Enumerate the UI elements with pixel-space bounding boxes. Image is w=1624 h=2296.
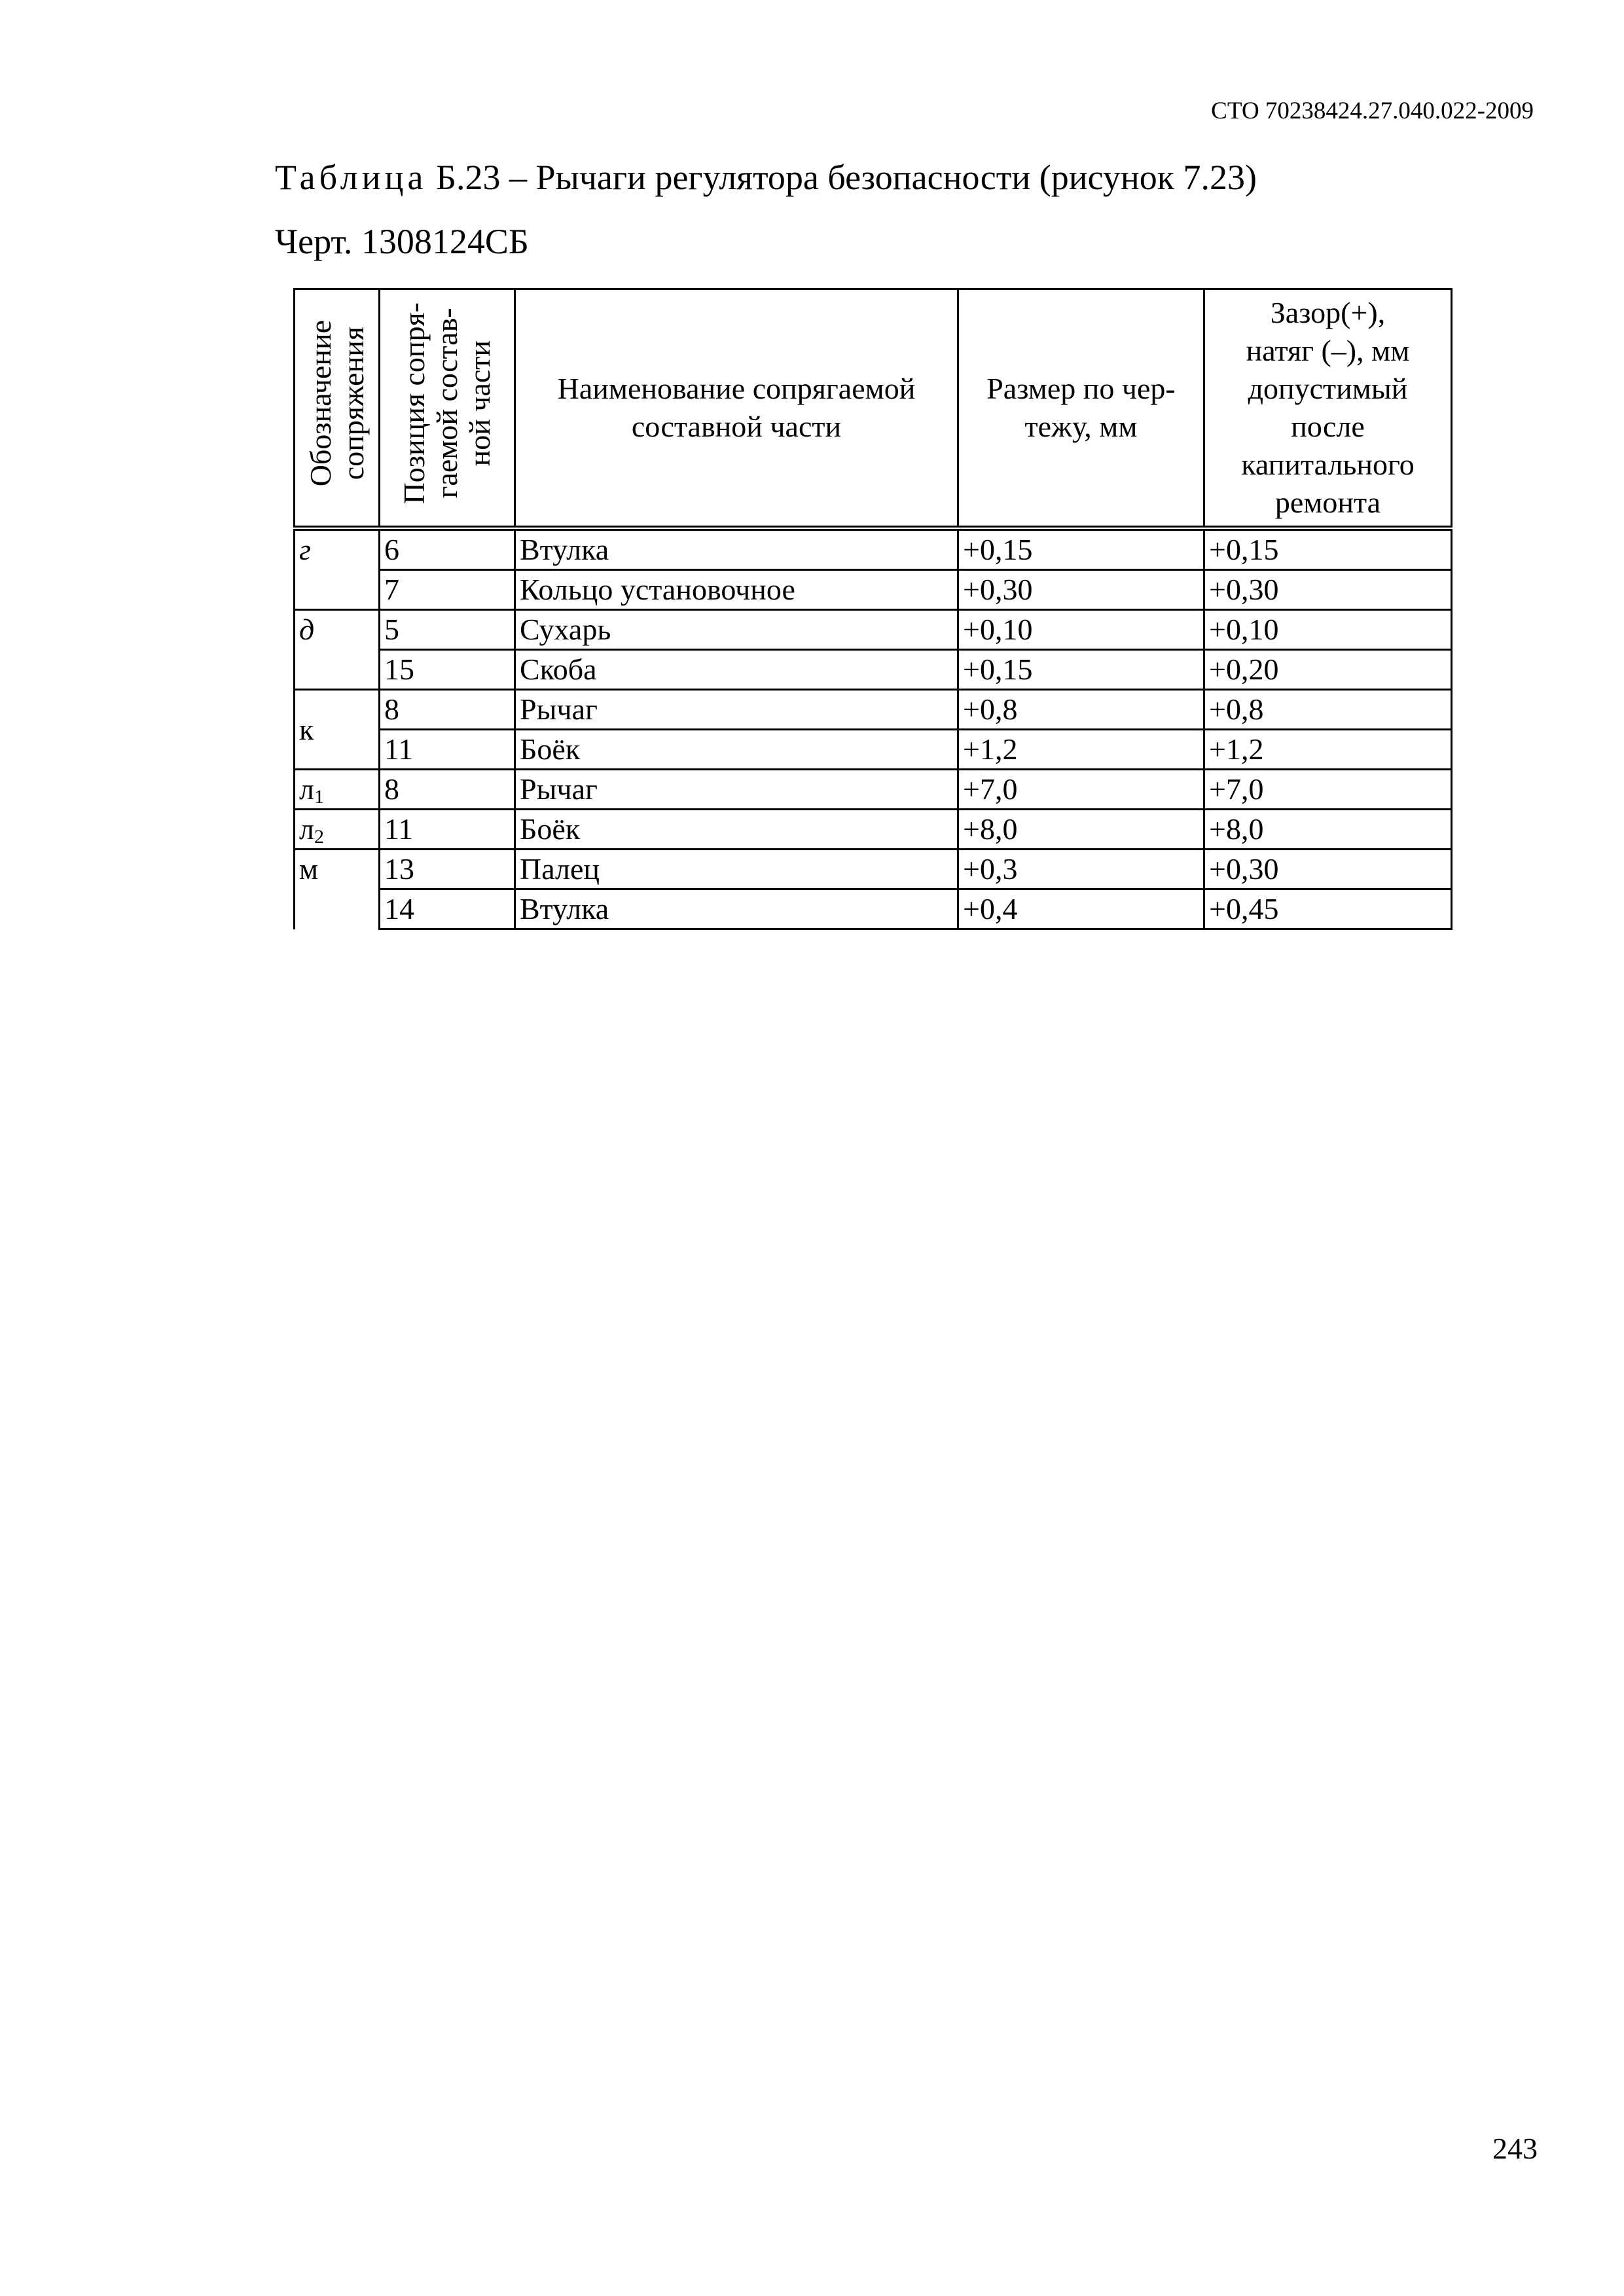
cell-part-name: Рычаг xyxy=(515,690,958,730)
cell-drawing-size: +0,15 xyxy=(958,650,1204,690)
cell-part-name: Рычаг xyxy=(515,770,958,810)
table-group-l xyxy=(295,770,1452,850)
cell-allowed: +1,2 xyxy=(1204,730,1452,770)
header-position-line: гаемой состав- xyxy=(430,308,463,499)
cell-designation: $л_1$ xyxy=(295,770,380,810)
cell-position: 8 xyxy=(380,690,515,730)
header-designation-line: сопряжения xyxy=(336,326,370,480)
cell-part-name: Втулка xyxy=(515,528,958,570)
cell-part-name: Втулка xyxy=(515,889,958,929)
table-row xyxy=(295,690,1452,730)
cell-position: 15 xyxy=(380,650,515,690)
cell-drawing-size: +0,10 xyxy=(958,610,1204,650)
header-drawing-size-line: Размер по чер- xyxy=(986,372,1176,405)
cell-designation: г xyxy=(295,528,380,610)
header-allowed-clearance xyxy=(1204,289,1452,529)
table-group-k xyxy=(295,690,1452,770)
table-title-text: Б.23 – Рычаги регулятора безопасности (рисунок 7.23) xyxy=(435,158,1257,197)
cell-drawing-size: +0,15 xyxy=(958,528,1204,570)
cell-allowed: +0,20 xyxy=(1204,650,1452,690)
cell-position: 11 xyxy=(380,810,515,850)
cell-position: 11 xyxy=(380,730,515,770)
cell-part-name: Палец xyxy=(515,850,958,889)
cell-allowed: +0,30 xyxy=(1204,850,1452,889)
header-allowed-line: Зазор(+), xyxy=(1270,296,1386,329)
header-designation xyxy=(295,289,380,529)
header-designation-line: Обозначение xyxy=(303,319,337,487)
header-allowed-line: после xyxy=(1291,410,1365,443)
table-group-d xyxy=(295,610,1452,690)
table-title-label: Таблица xyxy=(275,158,427,197)
drawing-reference: Черт. 1308124СБ xyxy=(275,222,529,261)
cell-allowed: +0,15 xyxy=(1204,528,1452,570)
header-allowed-line: капитального xyxy=(1241,448,1415,481)
cell-position: 14 xyxy=(380,889,515,929)
header-part-name-line: Наименование сопрягаемой xyxy=(557,372,916,405)
header-drawing-size xyxy=(958,289,1204,529)
table-row xyxy=(295,850,1452,889)
header-drawing-size-line: тежу, мм xyxy=(1024,410,1138,443)
cell-designation: к xyxy=(295,690,380,770)
table-group-g xyxy=(295,528,1452,610)
cell-part-name: Сухарь xyxy=(515,610,958,650)
table-row xyxy=(295,889,1452,929)
cell-position: 8 xyxy=(380,770,515,810)
cell-drawing-size: +0,3 xyxy=(958,850,1204,889)
cell-drawing-size: +0,8 xyxy=(958,690,1204,730)
header-position xyxy=(380,289,515,529)
cell-position: 13 xyxy=(380,850,515,889)
cell-designation: м xyxy=(295,850,380,929)
cell-drawing-size: +1,2 xyxy=(958,730,1204,770)
mating-parts-table xyxy=(293,288,1453,930)
table-header-row xyxy=(295,289,1452,529)
header-position-line: Позиция сопря- xyxy=(397,302,431,505)
cell-allowed: +8,0 xyxy=(1204,810,1452,850)
cell-part-name: Боёк xyxy=(515,730,958,770)
cell-designation: $л_2$ xyxy=(295,810,380,850)
table-row xyxy=(295,650,1452,690)
table-group-m xyxy=(295,850,1452,929)
table-row xyxy=(295,570,1452,610)
header-allowed-line: ремонта xyxy=(1274,486,1381,519)
table-row xyxy=(295,528,1452,570)
table-row xyxy=(295,730,1452,770)
cell-position: 7 xyxy=(380,570,515,610)
cell-allowed: +7,0 xyxy=(1204,770,1452,810)
cell-allowed: +0,8 xyxy=(1204,690,1452,730)
table-row xyxy=(295,770,1452,810)
cell-allowed: +0,10 xyxy=(1204,610,1452,650)
header-part-name xyxy=(515,289,958,529)
header-allowed-line: допустимый xyxy=(1248,372,1408,405)
cell-designation: д xyxy=(295,610,380,690)
cell-allowed: +0,45 xyxy=(1204,889,1452,929)
cell-position: 5 xyxy=(380,610,515,650)
table-row xyxy=(295,610,1452,650)
cell-drawing-size: +0,30 xyxy=(958,570,1204,610)
document-code: СТО 70238424.27.040.022-2009 xyxy=(1211,98,1534,124)
header-allowed-line: натяг (–), мм xyxy=(1246,334,1410,367)
cell-drawing-size: +0,4 xyxy=(958,889,1204,929)
header-position-line: ной части xyxy=(463,340,496,467)
cell-drawing-size: +7,0 xyxy=(958,770,1204,810)
cell-part-name: Боёк xyxy=(515,810,958,850)
header-part-name-line: составной части xyxy=(631,410,842,443)
cell-drawing-size: +8,0 xyxy=(958,810,1204,850)
table-title xyxy=(275,157,1257,198)
cell-allowed: +0,30 xyxy=(1204,570,1452,610)
cell-part-name: Скоба xyxy=(515,650,958,690)
cell-part-name: Кольцо установочное xyxy=(515,570,958,610)
cell-position: 6 xyxy=(380,528,515,570)
page-number: 243 xyxy=(1492,2132,1538,2165)
table-row xyxy=(295,810,1452,850)
